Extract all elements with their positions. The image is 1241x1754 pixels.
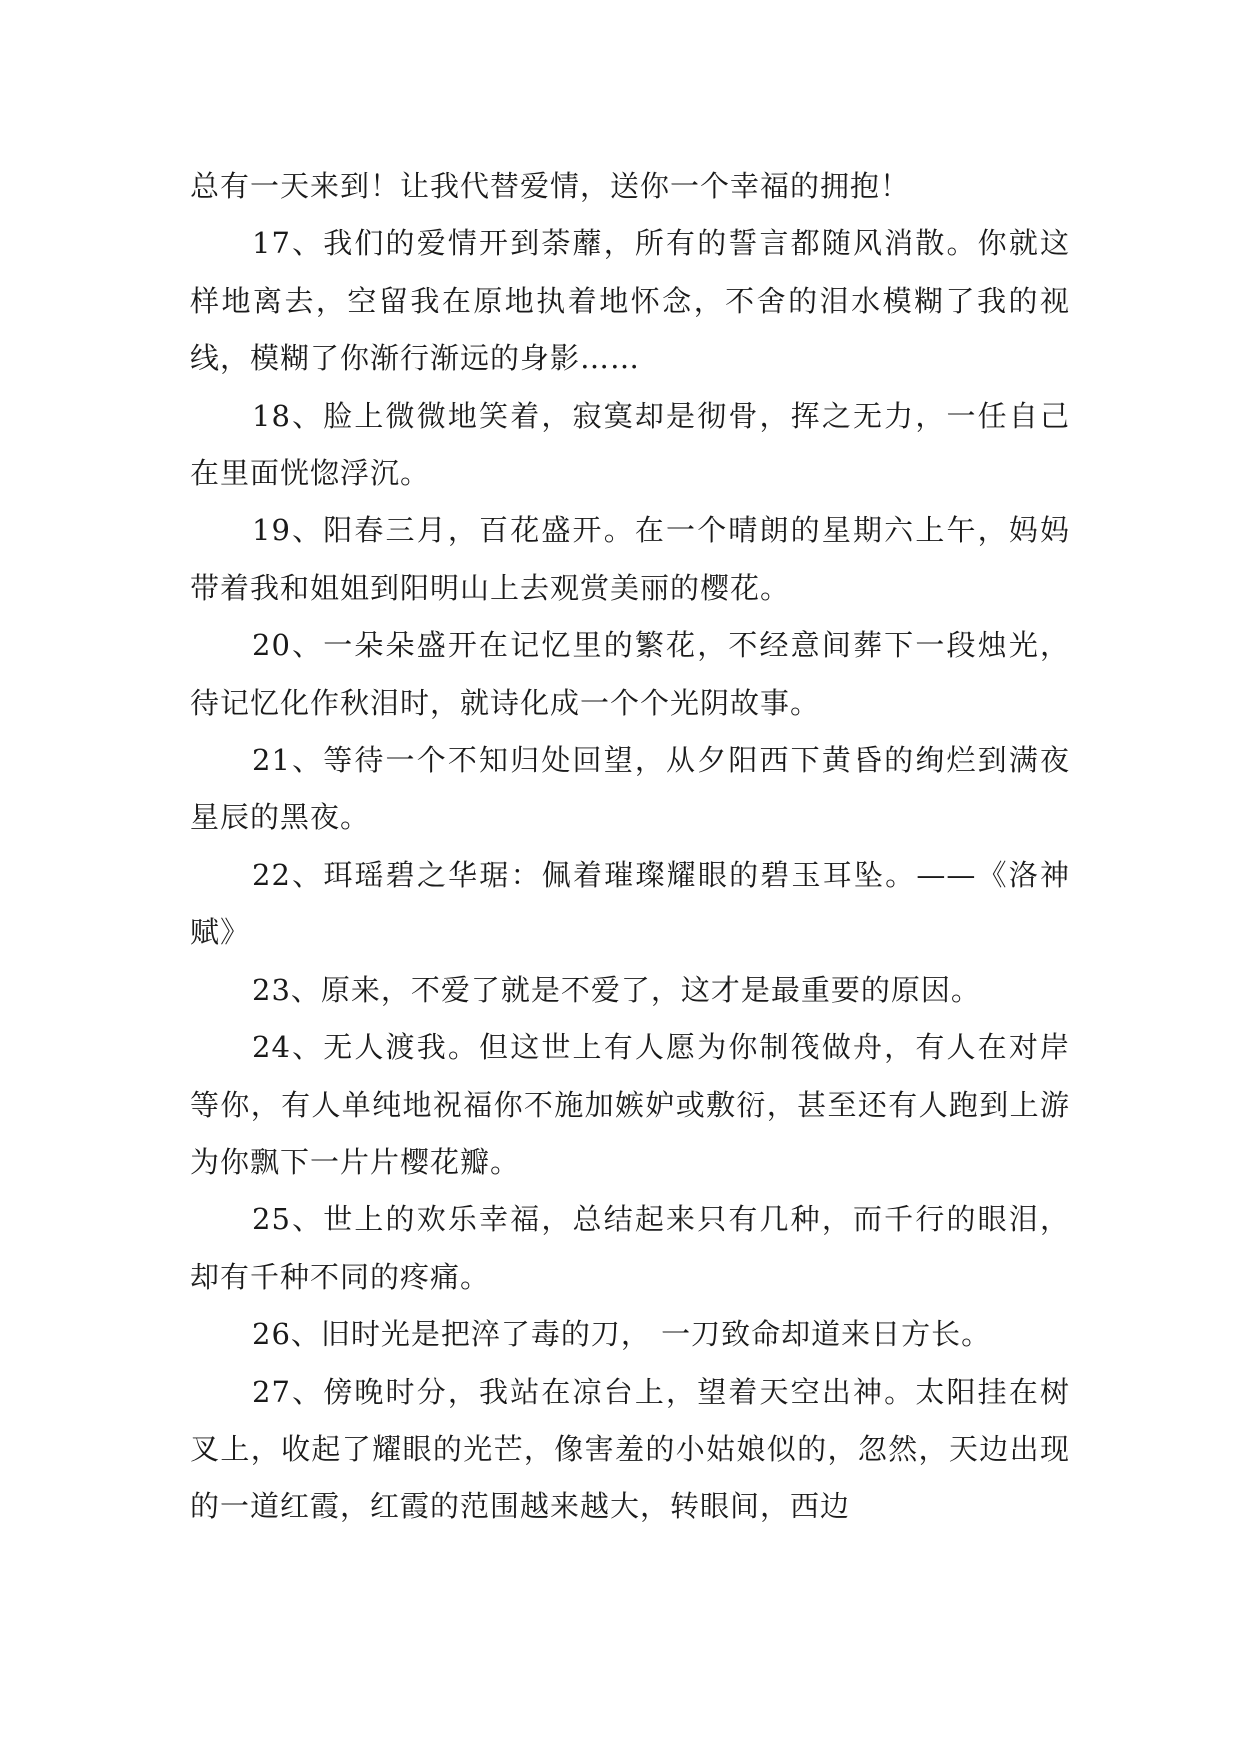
paragraph-25: 25、世上的欢乐幸福，总结起来只有几种，而千行的眼泪，却有千种不同的疼痛。 (190, 1202, 1070, 1294)
paragraph-20: 20、一朵朵盛开在记忆里的繁花，不经意间葬下一段烛光，待记忆化作秋泪时，就诗化成一个个光阴故事。 (190, 628, 1070, 720)
paragraph-27: 27、傍晚时分，我站在凉台上，望着天空出神。太阳挂在树叉上，收起了耀眼的光芒，像害羞的小姑娘似的，忽然，天边出现的一道红霞，红霞的范围越来越大，转眼间，西边 (190, 1374, 1070, 1524)
paragraph-16-continued: 总有一天来到！让我代替爱情，送你一个幸福的拥抱！ (190, 169, 911, 203)
paragraph-23: 23、原来，不爱了就是不爱了，这才是最重要的原因。 (252, 972, 981, 1007)
paragraph-21: 21、等待一个不知归处回望，从夕阳西下黄昏的绚烂到满夜星辰的黑夜。 (190, 743, 1070, 835)
paragraph-18: 18、脸上微微地笑着，寂寞却是彻骨，挥之无力，一任自己在里面恍惚浮沉。 (190, 398, 1070, 491)
paragraph-19: 19、阳春三月，百花盛开。在一个晴朗的星期六上午，妈妈带着我和姐姐到阳明山上去观赏美丽的樱花。 (190, 513, 1070, 605)
document-body (190, 158, 1070, 1536)
paragraph-22: 22、珥瑶碧之华琚：佩着璀璨耀眼的碧玉耳坠。——《洛神赋》 (190, 857, 1070, 950)
paragraph-24: 24、无人渡我。但这世上有人愿为你制筏做舟，有人在对岸等你，有人单纯地祝福你不施加嫉妒或敷衍，甚至还有人跑到上游为你飘下一片片樱花瓣。 (190, 1030, 1070, 1179)
paragraph-17: 17、我们的爱情开到荼蘼，所有的誓言都随风消散。你就这样地离去，空留我在原地执着地怀念，不舍的泪水模糊了我的视线，模糊了你渐行渐远的身影…… (190, 226, 1070, 376)
paragraph-26: 26、旧时光是把淬了毒的刀， 一刀致命却道来日方长。 (252, 1317, 992, 1352)
